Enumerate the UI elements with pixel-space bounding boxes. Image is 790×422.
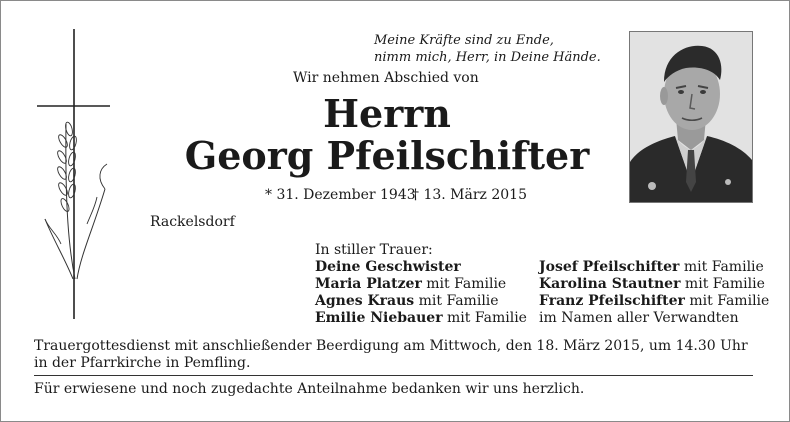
cross-with-wheat-icon — [35, 29, 113, 319]
quote — [374, 32, 601, 66]
deceased-name: Georg Pfeilschifter — [184, 133, 590, 178]
death-date: † 13. März 2015 — [412, 187, 527, 203]
mourners-right — [539, 259, 769, 327]
service-info: Trauergottesdienst mit anschließender Beerdigung am Mittwoch, den 18. März 2015, um 14.30 Uhr in der Pfarrkirche in Pemfling. — [34, 338, 748, 371]
mourners-heading: In stiller Trauer: — [315, 242, 433, 258]
mourners-left — [315, 242, 527, 327]
birth-date: * 31. Dezember 1943 — [265, 187, 416, 203]
list-item: Karolina Stautner mit Familie — [539, 276, 765, 292]
salutation: Herrn — [323, 91, 451, 136]
portrait-illustration — [630, 32, 752, 202]
place: Rackelsdorf — [150, 214, 235, 230]
list-item: Franz Pfeilschifter mit Familie — [539, 293, 770, 309]
list-item: Emilie Niebauer mit Familie — [315, 310, 527, 326]
thanks-text: Für erwiesene und noch zugedachte Anteilnahme bedanken wir uns herzlich. — [34, 381, 585, 397]
list-item: Josef Pfeilschifter mit Familie — [539, 259, 764, 275]
portrait-photo — [629, 31, 753, 203]
intro-text: Wir nehmen Abschied von — [293, 70, 479, 86]
divider — [34, 375, 753, 376]
quote-line-1: Meine Kräfte sind zu Ende, — [374, 33, 554, 48]
list-item: Agnes Kraus mit Familie — [315, 293, 499, 309]
list-item: im Namen aller Verwandten — [539, 310, 739, 326]
list-item: Deine Geschwister — [315, 259, 461, 275]
list-item: Maria Platzer mit Familie — [315, 276, 507, 292]
quote-line-2: nimm mich, Herr, in Deine Hände. — [374, 50, 601, 65]
